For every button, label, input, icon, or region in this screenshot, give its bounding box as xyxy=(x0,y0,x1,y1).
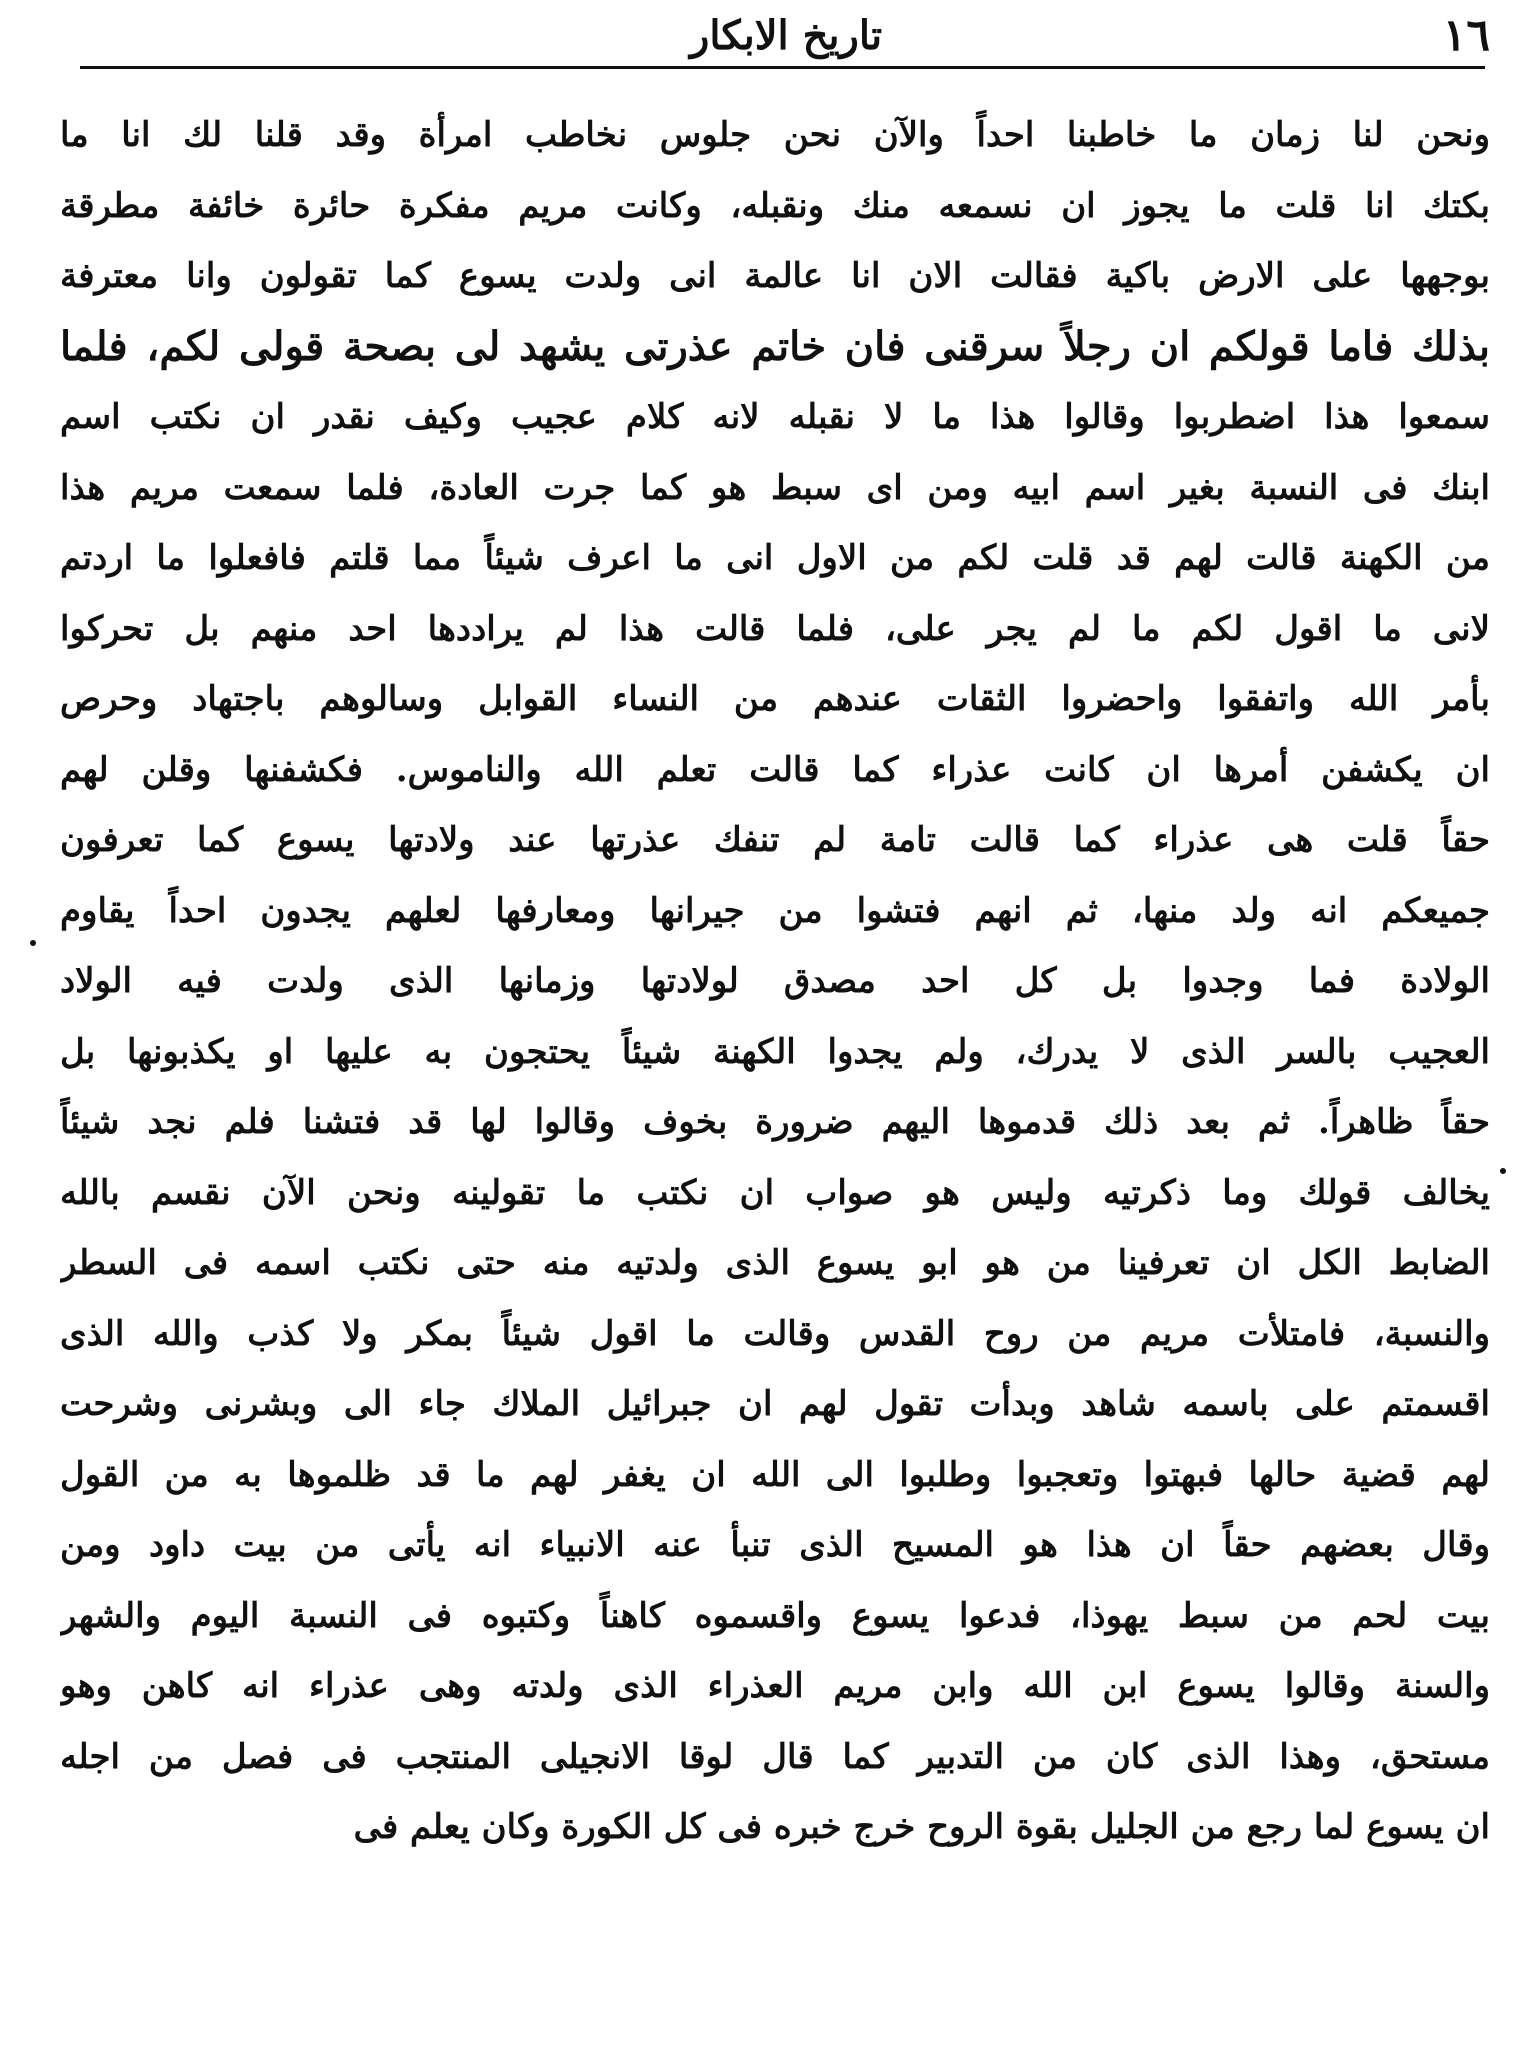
text-line: بيت لحم من سبط يهوذا، فدعوا يسوع واقسموه كاهناً وكتبوه فى النسبة اليوم والشهر xyxy=(60,1595,1490,1636)
header-rule xyxy=(80,66,1485,69)
text-line: بذلك فاما قولكم ان رجلاً سرقنى فان خاتم عذرتى يشهد لى بصحة قولى لكم، فلما xyxy=(60,322,1490,370)
text-line: لهم قضية حالها فبهتوا وتعجبوا وطلبوا الى الله ان يغفر لهم ما قد ظلموها به من القول xyxy=(60,1454,1490,1495)
text-line: يخالف قولك وما ذكرتيه وليس هو صواب ان نكتب ما تقولينه ونحن الآن نقسم بالله xyxy=(60,1172,1490,1213)
margin-speck xyxy=(1500,1168,1506,1174)
text-line: اقسمتم على باسمه شاهد وبدأت تقول لهم ان جبرائيل الملاك جاء الى وبشرنى وشرحت xyxy=(60,1384,1490,1424)
text-line: ان يكشفن أمرها ان كانت عذراء كما قالت تعلم الله والناموس. فكشفنها وقلن لهم xyxy=(60,749,1490,790)
text-line: الضابط الكل ان تعرفينا من هو ابو يسوع الذى ولدتيه منه حتى نكتب اسمه فى السطر xyxy=(60,1243,1490,1283)
text-line: مستحق، وهذا الذى كان من التدبير كما قال لوقا الانجيلى المنتجب فى فصل من اجله xyxy=(60,1736,1490,1777)
text-line: ابنك فى النسبة بغير اسم ابيه ومن اى سبط هو كما جرت العادة، فلما سمعت مريم هذا xyxy=(60,467,1490,508)
text-line: ونحن لنا زمان ما خاطبنا احداً والآن نحن جلوس نخاطب امرأة وقد قلنا لك انا ما xyxy=(60,115,1490,155)
text-line: لانى ما اقول لكم ما لم يجر على، فلما قالت هذا لم يراددها احد منهم بل تحركوا xyxy=(60,608,1490,649)
text-line: سمعوا هذا اضطربوا وقالوا هذا ما لا نقبله لانه كلام عجيب وكيف نقدر ان نكتب اسم xyxy=(60,397,1490,437)
text-line: والنسبة، فامتلأت مريم من روح القدس وقالت ما اقول شيئاً بمكر ولا كذب والله الذى xyxy=(60,1313,1490,1354)
text-line: حقاً ظاهراً. ثم بعد ذلك قدموها اليهم ضرورة بخوف وقالوا لها قد فتشنا فلم نجد شيئاً xyxy=(60,1102,1490,1142)
text-line: جميعكم انه ولد منها، ثم انهم فتشوا من جيرانها ومعارفها لعلهم يجدون احداً يقاوم xyxy=(60,890,1490,931)
text-line: وقال بعضهم حقاً ان هذا هو المسيح الذى تنبأ عنه الانبياء انه يأتى من بيت داود ومن xyxy=(60,1525,1490,1565)
text-line: من الكهنة قالت لهم قد قلت لكم من الاول انى ما اعرف شيئاً مما قلتم فافعلوا ما اردتم xyxy=(60,538,1490,578)
text-line: حقاً قلت هى عذراء كما قالت تامة لم تنفك عذرتها عند ولادتها يسوع كما تعرفون xyxy=(60,820,1490,860)
text-line: العجيب بالسر الذى لا يدرك، ولم يجدوا الكهنة شيئاً يحتجون به عليها او يكذبونها بل xyxy=(60,1031,1490,1072)
text-line: ان يسوع لما رجع من الجليل بقوة الروح خرج خبره فى كل الكورة وكان يعلم فى xyxy=(353,1807,1490,1847)
text-line: والسنة وقالوا يسوع ابن الله وابن مريم العذراء الذى ولدته وهى عذراء انه كاهن وهو xyxy=(60,1666,1490,1706)
text-line: الولادة فما وجدوا بل كل احد مصدق لولادتها وزمانها الذى ولدت فيه الولاد xyxy=(60,961,1490,1001)
page-number: ١٦ xyxy=(1442,10,1490,61)
running-head: تاريخ الابكار xyxy=(690,12,883,59)
text-line: بأمر الله واتفقوا واحضروا الثقات عندهم من النساء القوابل وسالوهم باجتهاد وحرص xyxy=(60,679,1490,719)
text-line: بكتك انا قلت ما يجوز ان نسمعه منك ونقبله، وكانت مريم مفكرة حائرة خائفة مطرقة xyxy=(60,185,1490,226)
body-text xyxy=(60,100,1490,1863)
margin-speck xyxy=(30,940,36,946)
text-line: بوجهها على الارض باكية فقالت الان انا عالمة انى ولدت يسوع كما تقولون وانا معترفة xyxy=(60,256,1490,296)
page-header xyxy=(70,8,1500,68)
